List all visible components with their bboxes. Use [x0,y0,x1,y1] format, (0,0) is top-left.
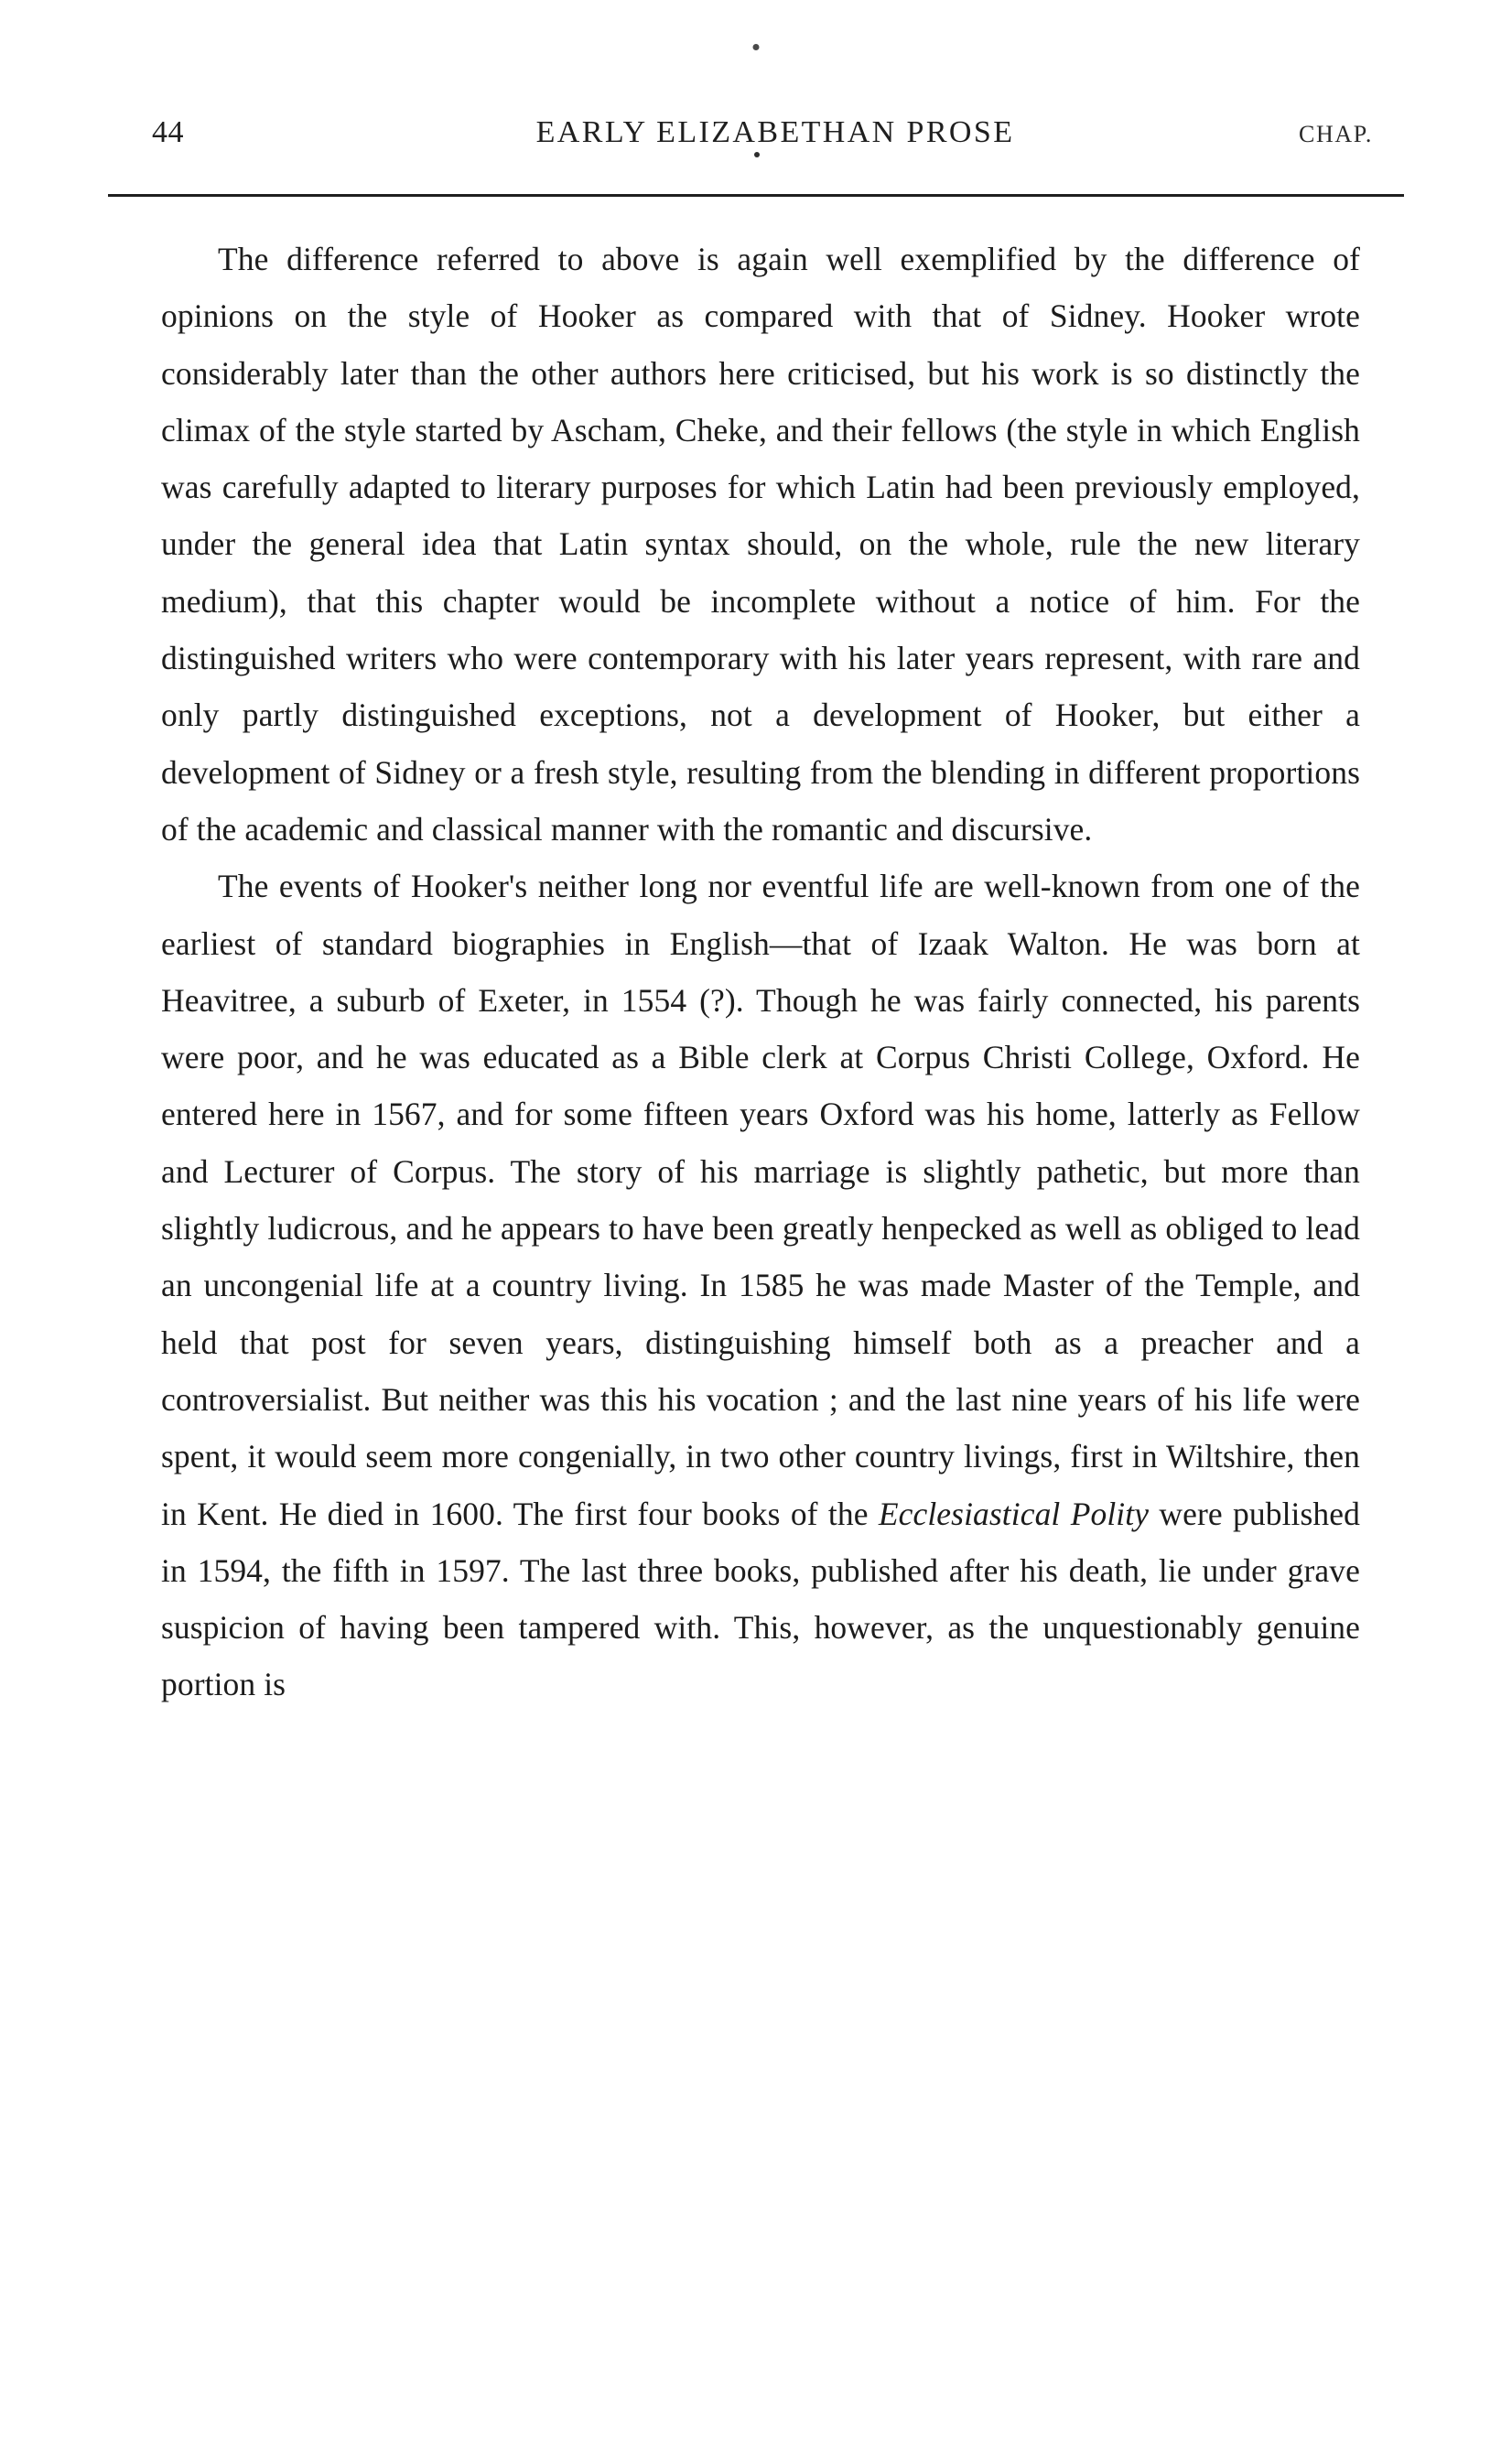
chapter-label: CHAP. [1299,121,1373,147]
page-header [137,115,1377,159]
paragraph: The difference referred to above is again well exemplified by the difference of opinions on the style of Hooker as compared with that of Sidney. Hooker wrote considerably later than the other authors here criticised, but his work is so distinctly the climax of the style started by Ascham, Cheke, and their fellows (the style in which English was carefully adapted to literary purposes for which Latin had been previously employed, under the general idea that Latin syntax should, on the whole, rule the new literary medium), that this chapter would be incomplete without a notice of him. For the distinguished writers who were contemporary with his later years represent, with rare and only partly distinguished exceptions, not a development of Hooker, but either a development of Sidney or a fresh style, resulting from the blending in different proportions of the academic and classical manner with the romantic and discursive. [161,241,1360,848]
paragraph [161,858,1360,1712]
body-text [161,231,1360,1713]
header-rule [108,194,1404,197]
running-title: EARLY ELIZABETHAN PROSE [535,115,1015,149]
page-top-speck [753,44,760,50]
paragraph-head: The events of Hooker's neither long nor eventful life are well-known from one of the earliest of standard biographies in English—that of Izaak Walton. He was born at Heavitree, a suburb of Exeter, in 1554 (?). Though he was fairly connected, his parents were poor, and he was educated as a Bible clerk at Corpus Christi College, Oxford. He entered here in 1567, and for some fifteen years Oxford was his home, latterly as Fellow and Lecturer of Corpus. The story of his marriage is slightly pathetic, but more than slightly ludicrous, and he appears to have been greatly henpecked as well as obliged to lead an uncongenial life at a country living. In 1585 he was made Master of the Temple, and held that post for seven years, distinguishing himself both as a preacher and a controversialist. But neither was this his vocation ; and the last nine years of his life were spent, it would seem more congenially, in two other country livings, first in Wiltshire, then in Kent. He died in 1600. The first four books of the [161,868,1360,1532]
header-speck [754,152,760,157]
paragraph-tail: were published in 1594, the fifth in 1597. The last three books, published after his death, lie under grave suspicion of having been tampered with. This, however, as the unquestionably genuine portion is [161,1495,1360,1703]
page-number: 44 [152,115,184,149]
book-title-italic: Ecclesiastical Polity [878,1495,1150,1532]
